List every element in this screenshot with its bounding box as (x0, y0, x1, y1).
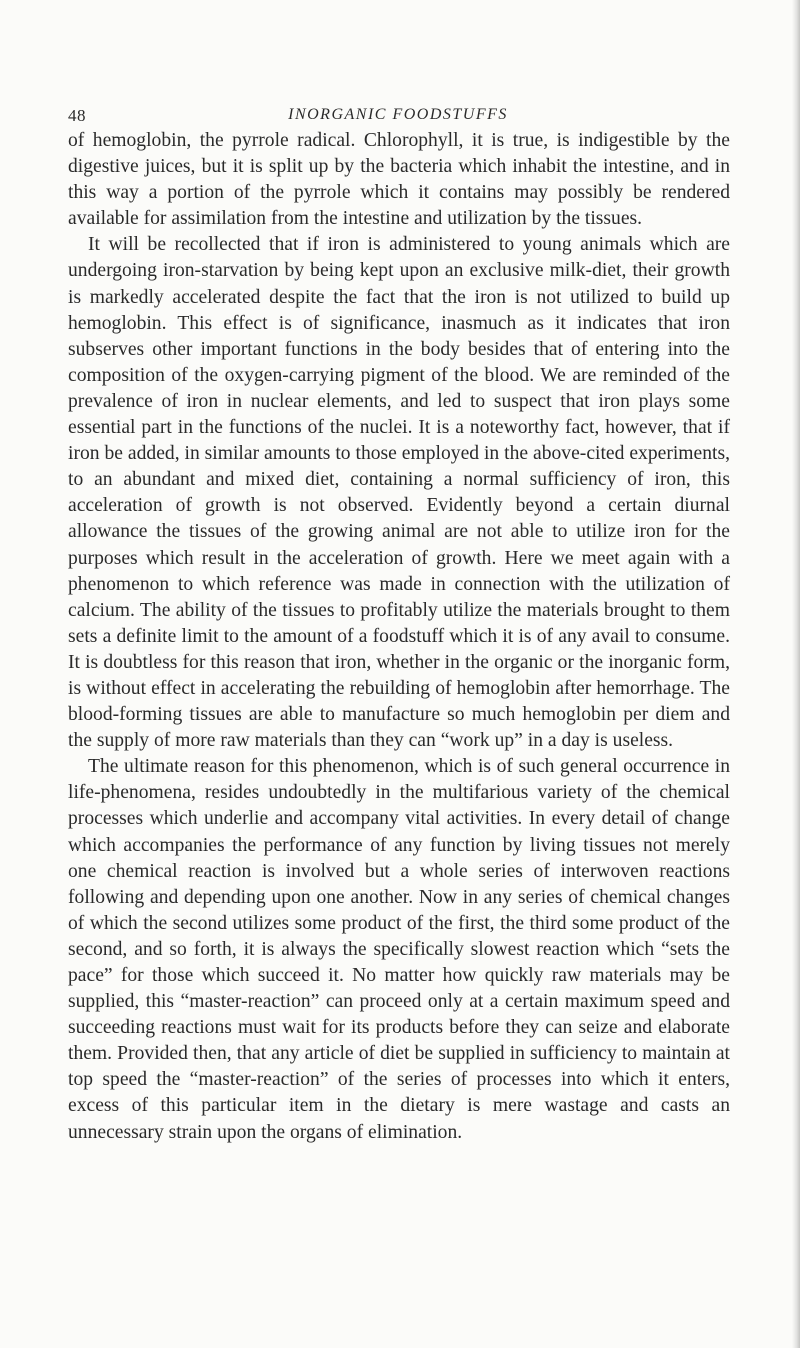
paragraph: The ultimate reason for this phenomenon, which is of such general occurrence in life-phenomena, resides undoubtedly in the multifarious variety of the chemical processes which underlie and accompany vital activities. In every detail of change which accompanies the performance of any function by living tissues not merely one chemical reaction is involved but a whole series of interwoven reactions following and depending upon one another. Now in any series of chemical changes of which the second utilizes some product of the first, the third some product of the second, and so forth, it is always the specifically slowest reaction which “sets the pace” for those which succeed it. No matter how quickly raw materials may be supplied, this “master-reaction” can proceed only at a certain maximum speed and succeeding reactions must wait for its products before they can seize and elaborate them. Provided then, that any article of diet be supplied in sufficiency to maintain at top speed the “master-reaction” of the series of processes into which it enters, excess of this particular item in the dietary is mere wastage and casts an unnecessary strain upon the organs of elimination. (68, 756, 730, 1143)
body-text (68, 128, 730, 1146)
page-number: 48 (68, 106, 86, 125)
page-edge-shadow (792, 0, 800, 1348)
paragraph-continued: of hemoglobin, the pyrrole radical. Chlorophyll, it is true, is indigestible by the digestive juices, but it is split up by the bacteria which inhabit the intestine, and in this way a portion of the pyrrole which it contains may possibly be rendered available for assimilation from the intestine and utilization by the tissues. (68, 130, 730, 230)
page-header (68, 106, 728, 130)
running-title: INORGANIC FOODSTUFFS (288, 106, 508, 123)
paragraph: It will be recollected that if iron is administered to young animals which are undergoing iron-starvation by being kept upon an exclusive milk-diet, their growth is markedly accelerated despite the fact that the iron is not utilized to build up hemoglobin. This effect is of significance, inasmuch as it indicates that iron subserves other important functions in the body besides that of entering into the composition of the oxygen-carrying pigment of the blood. We are reminded of the prevalence of iron in nuclear elements, and led to suspect that iron plays some essential part in the functions of the nuclei. It is a noteworthy fact, however, that if iron be added, in similar amounts to those employed in the above-cited experiments, to an abundant and mixed diet, containing a normal sufficiency of iron, this acceleration of growth is not observed. Evidently beyond a certain diurnal allowance the tissues of the growing animal are not able to utilize iron for the purposes which result in the acceleration of growth. Here we meet again with a phenomenon to which reference was made in connection with the utilization of calcium. The ability of the tissues to profitably utilize the materials brought to them sets a definite limit to the amount of a foodstuff which it is of any avail to consume. It is doubtless for this reason that iron, whether in the organic or the inorganic form, is without effect in accelerating the rebuilding of hemoglobin after hemorrhage. The blood-forming tissues are able to manufacture so much hemoglobin per diem and the supply of more raw materials than they can “work up” in a day is useless. (68, 234, 730, 752)
